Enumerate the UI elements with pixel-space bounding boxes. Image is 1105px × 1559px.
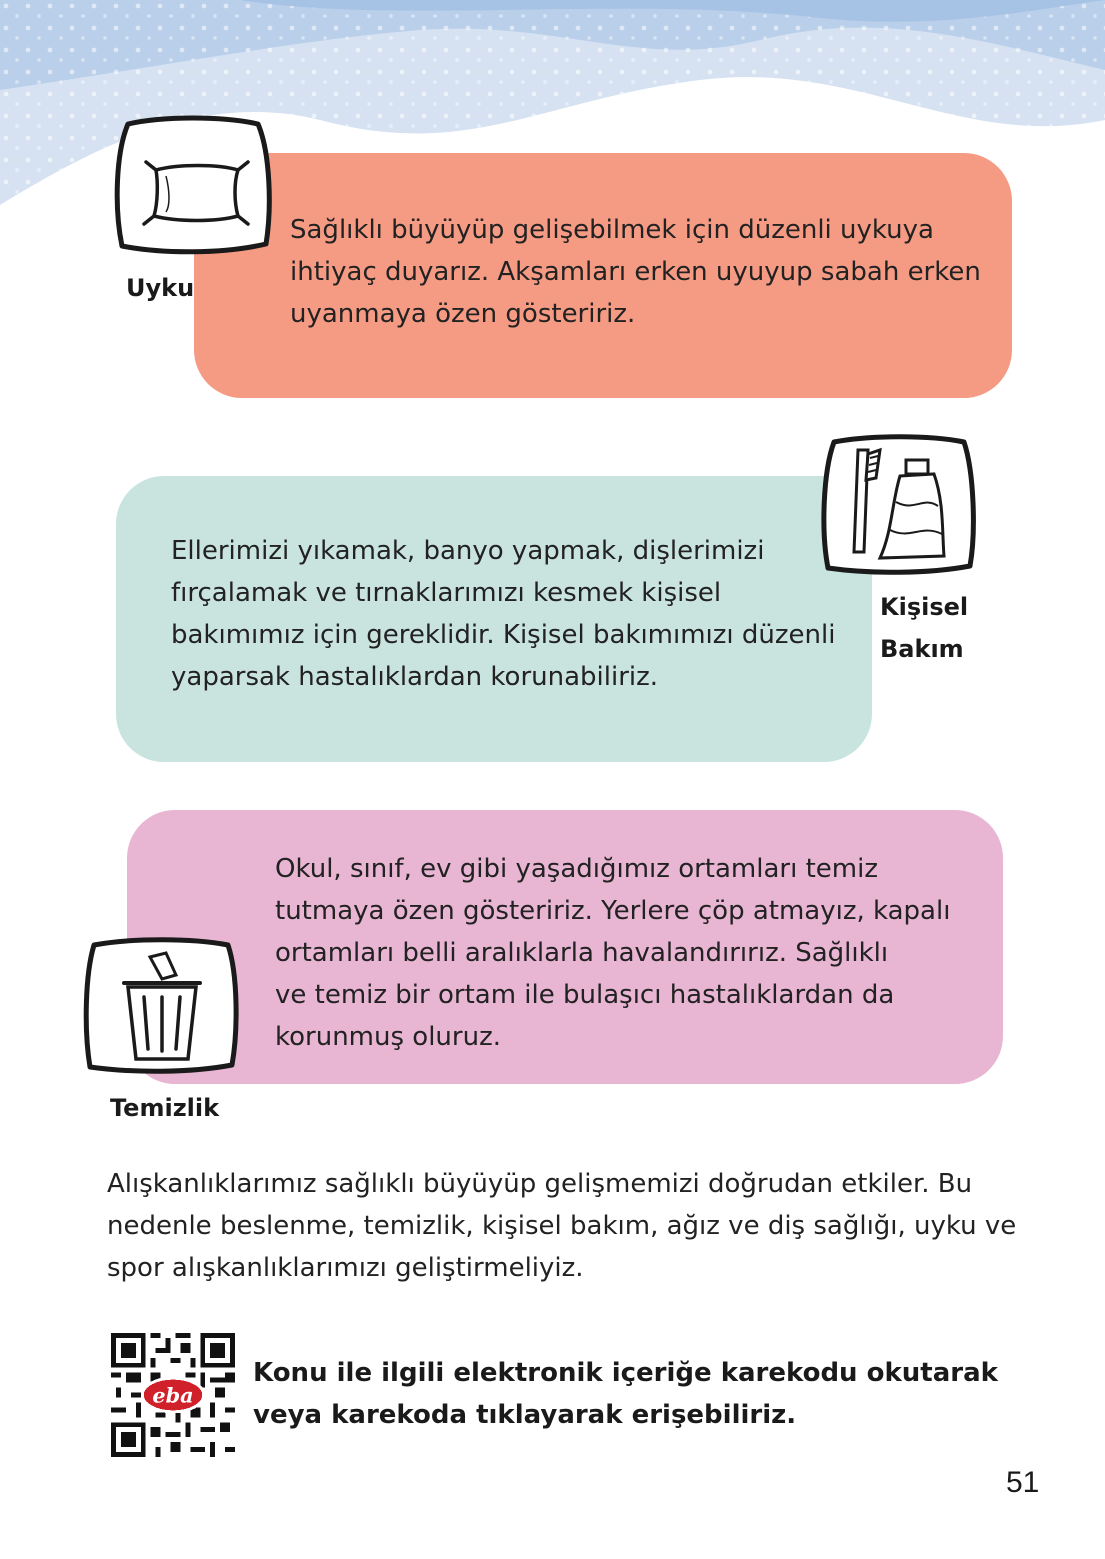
text-line: veya karekoda tıklayarak erişebiliriz. <box>253 1400 797 1430</box>
text-line: ve temiz bir ortam ile bulaşıcı hastalıklardan da <box>275 980 895 1010</box>
text-line: ihtiyaç duyarız. Akşamları erken uyuyup sabah erken <box>290 257 981 287</box>
text-line: tutmaya özen gösteririz. Yerlere çöp atmayız, kapalı <box>275 896 951 926</box>
cleanliness-text <box>275 848 975 1058</box>
text-line: fırçalamak ve tırnaklarımızı kesmek kişisel <box>171 578 722 608</box>
text-line: Sağlıklı büyüyüp gelişebilmek için düzenli uykuya <box>290 215 934 245</box>
pillow-icon <box>108 112 278 262</box>
personal-care-label-line: Bakım <box>880 635 964 663</box>
text-line: korunmuş oluruz. <box>275 1022 501 1052</box>
text-line: yaparsak hastalıklardan korunabiliriz. <box>171 662 659 692</box>
personal-care-text <box>171 530 851 698</box>
text-line: bakımımız için gereklidir. Kişisel bakımımızı düzenli <box>171 620 836 650</box>
qr-code-icon[interactable] <box>111 1333 235 1457</box>
page-number: 51 <box>1006 1466 1040 1499</box>
cleanliness-label: Temizlik <box>110 1094 220 1122</box>
sleep-text <box>290 209 990 335</box>
eba-logo: eba <box>152 1382 194 1408</box>
text-line: Alışkanlıklarımız sağlıklı büyüyüp gelişmemizi doğrudan etkiler. Bu <box>107 1169 973 1199</box>
text-line: Ellerimizi yıkamak, banyo yapmak, dişlerimizi <box>171 536 765 566</box>
summary-paragraph <box>107 1163 1027 1289</box>
text-line: uyanmaya özen gösteririz. <box>290 299 636 329</box>
personal-care-label-line: Kişisel <box>880 593 969 621</box>
text-line: Konu ile ilgili elektronik içeriğe karekodu okutarak <box>253 1358 998 1388</box>
qr-instruction-text <box>253 1352 1013 1436</box>
sleep-label: Uyku <box>126 274 195 302</box>
text-line: nedenle beslenme, temizlik, kişisel bakım, ağız ve diş sağlığı, uyku ve <box>107 1211 1017 1241</box>
personal-care-label <box>880 586 1000 670</box>
text-line: ortamları belli aralıklarla havalandırırız. Sağlıklı <box>275 938 889 968</box>
text-line: Okul, sınıf, ev gibi yaşadığımız ortamları temiz <box>275 854 878 884</box>
text-line: spor alışkanlıklarımızı geliştirmeliyiz. <box>107 1253 584 1283</box>
trash-bin-icon <box>80 935 242 1075</box>
